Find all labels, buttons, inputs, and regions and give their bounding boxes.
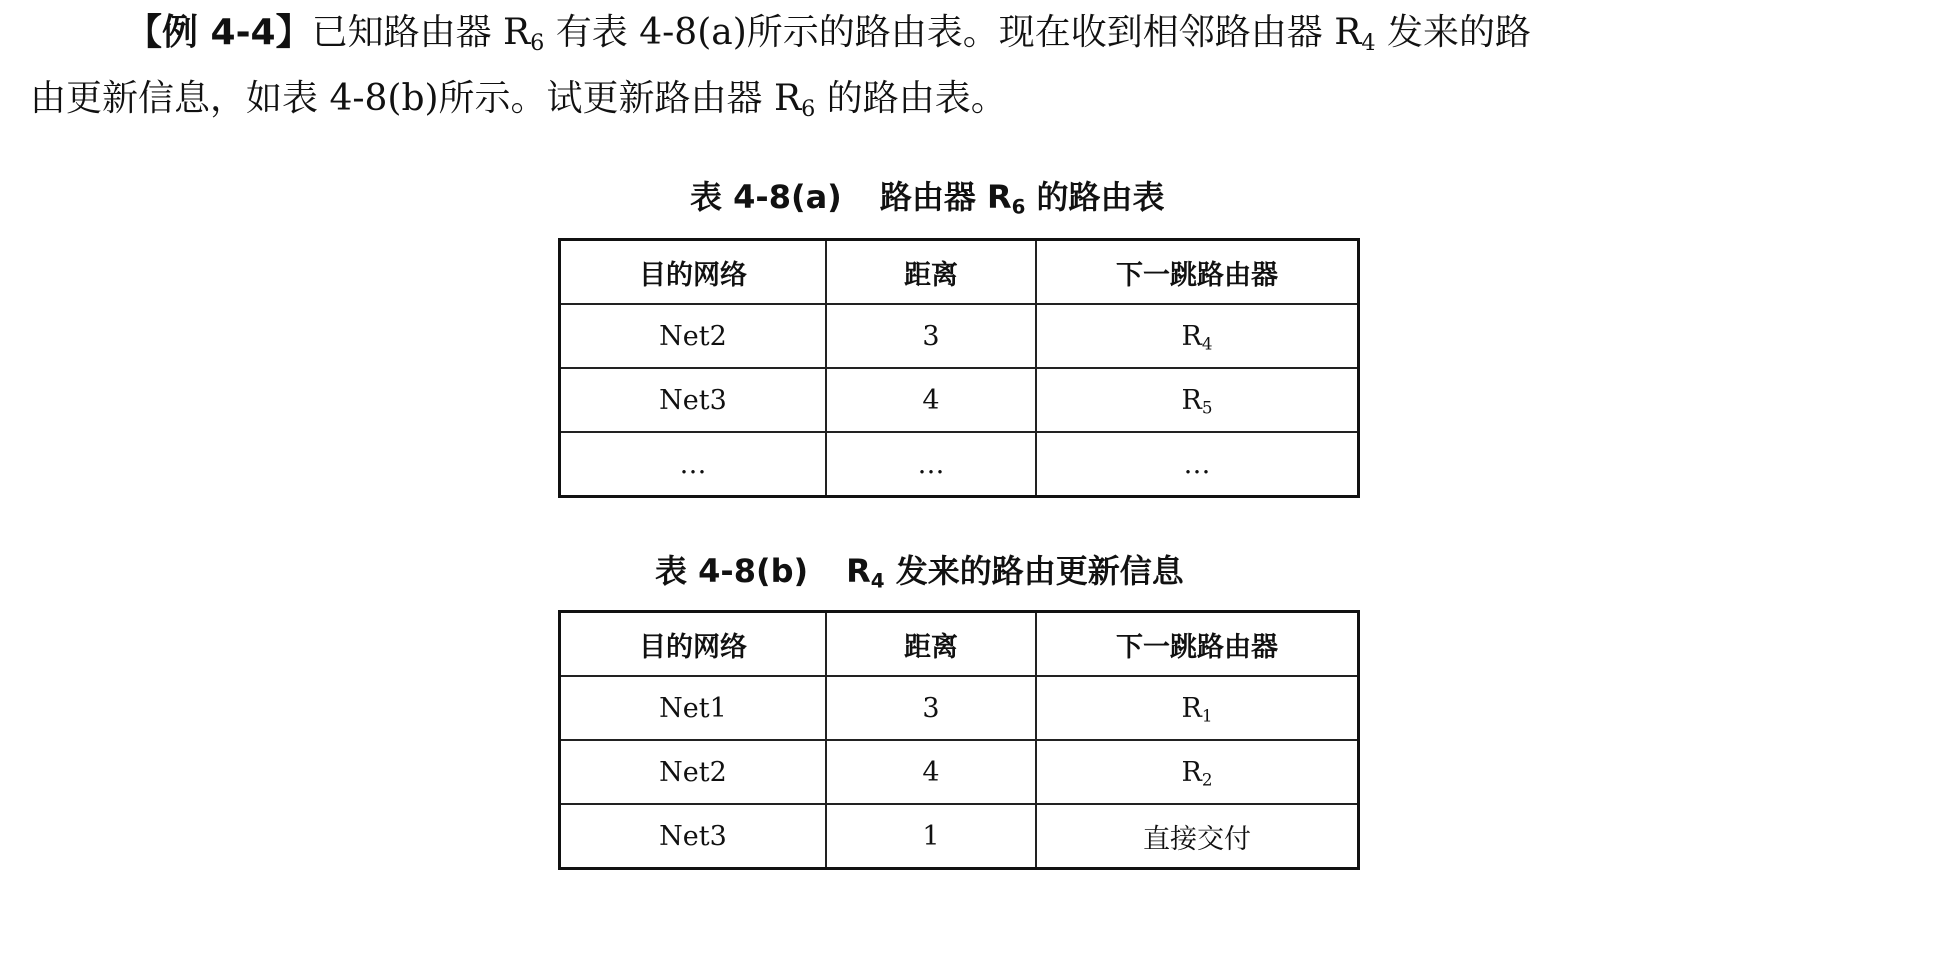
cell-next-hop: … [1036, 432, 1359, 497]
cell-distance: … [826, 432, 1036, 497]
cell-destination: Net3 [560, 804, 827, 869]
cell-next-hop: $R_5$ [1036, 368, 1359, 432]
example-label: 【例 4-4】 [126, 12, 312, 53]
problem-statement [30, 0, 1920, 132]
cell-distance: 3 [826, 676, 1036, 740]
header-next-hop: 下一跳路由器 [1036, 240, 1359, 305]
table-row [560, 432, 1359, 497]
cell-distance: 1 [826, 804, 1036, 869]
table-header-row [560, 612, 1359, 677]
table-b-caption: 表 4-8(b) $R_4$ 发来的路由更新信息 [655, 552, 1184, 593]
cell-destination: Net1 [560, 676, 827, 740]
cell-next-hop: $R_2$ [1036, 740, 1359, 804]
routing-update-r4 [558, 610, 1360, 870]
table-row [560, 804, 1359, 869]
cell-distance: 3 [826, 304, 1036, 368]
table-row [560, 304, 1359, 368]
problem-line-2: 由更新信息，如表 4-8(b)所示。试更新路由器 $R_6$ 的路由表。 [30, 78, 1007, 123]
cell-distance: 4 [826, 740, 1036, 804]
table-row [560, 740, 1359, 804]
header-next-hop: 下一跳路由器 [1036, 612, 1359, 677]
header-destination: 目的网络 [560, 612, 827, 677]
routing-table-r6 [558, 238, 1360, 498]
header-distance: 距离 [826, 612, 1036, 677]
header-destination: 目的网络 [560, 240, 827, 305]
cell-next-hop: $R_4$ [1036, 304, 1359, 368]
cell-destination: … [560, 432, 827, 497]
problem-line-1: 【例 4-4】已知路由器 $R_6$ 有表 4-8(a)所示的路由表。现在收到相邻路由器 $R_4$ 发来的路 [126, 12, 1531, 57]
cell-destination: Net2 [560, 740, 827, 804]
header-distance: 距离 [826, 240, 1036, 305]
table-row [560, 676, 1359, 740]
cell-destination: Net3 [560, 368, 827, 432]
cell-next-hop: $R_1$ [1036, 676, 1359, 740]
table-header-row [560, 240, 1359, 305]
cell-next-hop: 直接交付 [1036, 804, 1359, 869]
cell-distance: 4 [826, 368, 1036, 432]
table-a-caption: 表 4-8(a) 路由器 $R_6$ 的路由表 [690, 178, 1165, 219]
table-row [560, 368, 1359, 432]
cell-destination: Net2 [560, 304, 827, 368]
